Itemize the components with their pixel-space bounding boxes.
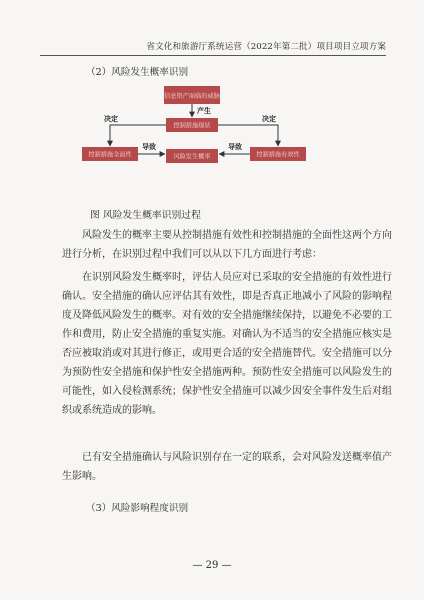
paragraph-3: 已有安全措施确认与风险识别存在一定的联系，会对风险发送概率值产生影响。 bbox=[62, 452, 392, 482]
arrow-guide-left-label: 导致 bbox=[142, 143, 156, 151]
section-heading-probability: （2）风险发生概率识别 bbox=[86, 67, 189, 78]
box-effectiveness-label: 控制措施有效性 bbox=[256, 151, 300, 159]
box-completeness-label: 控制措施全面性 bbox=[88, 151, 132, 159]
arrow-decide-left-label: 决定 bbox=[104, 115, 118, 123]
arrow-decide-right bbox=[218, 125, 278, 146]
box-probability bbox=[166, 149, 218, 163]
box-probability-label: 风险发生概率 bbox=[173, 153, 211, 161]
box-effectiveness bbox=[250, 147, 306, 161]
arrow-decide-right-label: 决定 bbox=[262, 115, 276, 123]
arrow-produce-label: 产生 bbox=[197, 107, 211, 115]
paragraph-2: 在识别风险发生概率时，评估人员应对已采取的安全措施的有效性进行确认。安全措施的确认应评估其有效性，即是否真正地减小了风险的影响程度及降低风险发生的概率。对有效的安全措施继续保持，以避免不必要的工作和费用，防止安全措施的重复实施。对确认为不适当的安全措施应核实是否应被取消或对其进行修正，或用更合适的安全措施替代。安全措施可以分为预防性安全措施和保护性安全措施两种。预防性安全措施可以风险发生的可能性，如入侵检测系统；保护性安全措施可以减少因安全事件发生后对组织或系统造成的影响。 bbox=[62, 272, 392, 416]
box-completeness bbox=[82, 147, 138, 161]
box-current-controls bbox=[166, 118, 218, 132]
arrow-guide-right-label: 导致 bbox=[228, 143, 242, 151]
box-threat-label: 信息资产面临的威胁 bbox=[164, 93, 220, 100]
figure-caption: 图 风险发生概率识别过程 bbox=[90, 210, 201, 221]
box-threat bbox=[164, 86, 221, 104]
running-header: 省文化和旅游厅系统运营（2022年第二批）项目项目立项方案 bbox=[146, 42, 386, 52]
box-current-controls-label: 控制措施现状 bbox=[173, 122, 211, 130]
paragraph-1: 风险发生的概率主要从控制措施有效性和控制措施的全面性这两个方向进行分析，在识别过程中我们可以从以下几方面进行考虑： bbox=[62, 230, 392, 260]
page-number: — 29 — bbox=[192, 560, 232, 571]
section-heading-impact: （3）风险影响程度识别 bbox=[86, 503, 189, 514]
arrow-decide-left bbox=[110, 125, 166, 146]
